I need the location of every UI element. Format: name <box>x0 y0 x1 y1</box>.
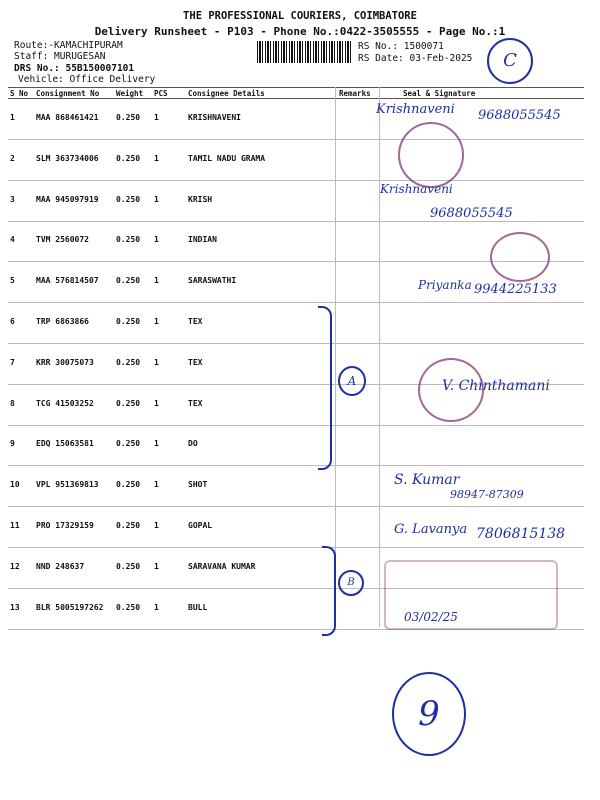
consignment-no-cell: SLM 363734006 <box>36 153 99 163</box>
weight-cell: 0.250 <box>116 521 141 530</box>
bracket-rows-6-9 <box>318 306 332 470</box>
consignment-no-cell: TCG 41503252 <box>36 398 94 408</box>
consignee-cell: TEX <box>188 398 203 408</box>
pcs-cell: 1 <box>154 480 159 490</box>
rs-date: RS Date: 03-Feb-2025 <box>358 53 473 64</box>
consignee-cell: TAMIL NADU GRAMA <box>188 153 266 163</box>
pcs-cell: 1 <box>154 398 159 408</box>
phone-row3: 9688055545 <box>430 206 513 221</box>
consignment-no-cell: KRR 30075073 <box>36 357 94 367</box>
consignee-cell: TEX <box>188 317 203 326</box>
sno-cell: 2 <box>10 153 15 163</box>
signature-row1: Krishnaveni <box>376 102 455 117</box>
sno-cell: 7 <box>10 357 15 367</box>
sno-cell: 11 <box>10 521 20 530</box>
barcode <box>257 41 353 63</box>
consignee-cell: DO <box>188 439 198 449</box>
table-row <box>8 140 584 181</box>
seal-stamp-row4 <box>490 232 550 282</box>
signature-row11: G. Lavanya <box>394 522 468 537</box>
pcs-cell: 1 <box>154 235 159 245</box>
company-title: THE PROFESSIONAL COURIERS, COIMBATORE <box>183 10 417 22</box>
phone-row10: 98947-87309 <box>450 488 524 501</box>
bracket-mark-2: B <box>338 570 364 596</box>
consignment-no-cell: MAA 868461421 <box>36 113 99 122</box>
circled-page-number: 9 <box>392 672 466 756</box>
consignment-no-cell: NND 248637 <box>36 561 85 571</box>
weight-cell: 0.250 <box>116 398 141 408</box>
signature-row5: Priyanka <box>418 278 472 292</box>
pcs-cell: 1 <box>154 113 159 122</box>
sno-cell: 12 <box>10 561 20 571</box>
phone-row1: 9688055545 <box>478 108 561 123</box>
signature-row10: S. Kumar <box>394 472 460 488</box>
sno-cell: 4 <box>10 235 15 245</box>
consignment-no-cell: PRO 17329159 <box>36 521 94 530</box>
seal-stamp-row2 <box>398 122 464 188</box>
sno-cell: 1 <box>10 113 15 122</box>
vehicle-label: Vehicle: Office Delivery <box>18 74 156 85</box>
weight-cell: 0.250 <box>116 235 141 245</box>
weight-cell: 0.250 <box>116 480 141 490</box>
route-label: Route:-KAMACHIPURAM <box>14 40 123 51</box>
weight-cell: 0.250 <box>116 113 141 122</box>
sno-cell: 10 <box>10 480 20 490</box>
sno-cell: 13 <box>10 602 20 612</box>
col-sno: S No <box>10 89 29 98</box>
consignment-no-cell: VPL 951369813 <box>36 480 99 490</box>
consignee-cell: SARASWATHI <box>188 276 237 286</box>
weight-cell: 0.250 <box>116 153 141 163</box>
col-seal-signature: Seal & Signature <box>403 89 476 98</box>
col-consignment: Consignment No <box>36 89 100 98</box>
rs-number: RS No.: 1500071 <box>358 41 444 52</box>
weight-cell: 0.250 <box>116 276 141 286</box>
signature-row3: Krishnaveni <box>380 182 453 196</box>
pcs-cell: 1 <box>154 317 159 326</box>
signature-row8: V. Chinthamani <box>442 378 550 394</box>
sno-cell: 6 <box>10 317 15 326</box>
table-header <box>8 87 584 99</box>
consignee-cell: INDIAN <box>188 235 217 245</box>
bracket-mark: A <box>338 366 366 396</box>
consignment-no-cell: TVM 2560072 <box>36 235 89 245</box>
sno-cell: 3 <box>10 194 15 204</box>
col-weight: Weight <box>116 89 144 98</box>
pcs-cell: 1 <box>154 276 159 286</box>
consignee-cell: KRISHNAVENI <box>188 113 241 122</box>
weight-cell: 0.250 <box>116 317 141 326</box>
col-remarks: Remarks <box>339 89 371 98</box>
col-consignee: Consignee Details <box>188 89 265 98</box>
sno-cell: 9 <box>10 439 15 449</box>
sno-cell: 5 <box>10 276 15 286</box>
pcs-cell: 1 <box>154 561 159 571</box>
col-pcs: PCS <box>154 89 168 98</box>
pcs-cell: 1 <box>154 153 159 163</box>
weight-cell: 0.250 <box>116 439 141 449</box>
pcs-cell: 1 <box>154 194 159 204</box>
consignee-cell: TEX <box>188 357 203 367</box>
phone-row5: 9944225133 <box>474 282 557 297</box>
consignment-no-cell: TRP 6863866 <box>36 317 89 326</box>
consignee-cell: BULL <box>188 602 208 612</box>
table-row <box>8 425 584 466</box>
pcs-cell: 1 <box>154 439 159 449</box>
bracket-rows-12-13 <box>322 546 336 636</box>
table-row <box>8 303 584 344</box>
pcs-cell: 1 <box>154 357 159 367</box>
consignee-cell: KRISH <box>188 194 213 204</box>
consignment-no-cell: EDQ 15063581 <box>36 439 94 449</box>
consignment-no-cell: BLR 5005197262 <box>36 602 104 612</box>
phone-row11: 7806815138 <box>476 526 566 542</box>
weight-cell: 0.250 <box>116 357 141 367</box>
consignee-cell: SARAVANA KUMAR <box>188 561 256 571</box>
weight-cell: 0.250 <box>116 561 141 571</box>
consignment-no-cell: MAA 576814507 <box>36 276 99 286</box>
consignee-cell: SHOT <box>188 480 208 490</box>
weight-cell: 0.250 <box>116 194 141 204</box>
consignment-no-cell: MAA 945097919 <box>36 194 99 204</box>
drs-number: DRS No.: 55B150007101 <box>14 63 135 74</box>
weight-cell: 0.250 <box>116 602 141 612</box>
date-row13: 03/02/25 <box>404 610 458 624</box>
runsheet-title: Delivery Runsheet - P103 - Phone No.:0422-3505555 - Page No.:1 <box>94 25 506 38</box>
pcs-cell: 1 <box>154 602 159 612</box>
sno-cell: 8 <box>10 398 15 408</box>
staff-label: Staff: MURUGESAN <box>14 51 106 62</box>
pcs-cell: 1 <box>154 521 159 530</box>
consignee-cell: GOPAL <box>188 521 213 530</box>
table-row <box>8 466 584 507</box>
circled-letter: C <box>487 38 533 84</box>
